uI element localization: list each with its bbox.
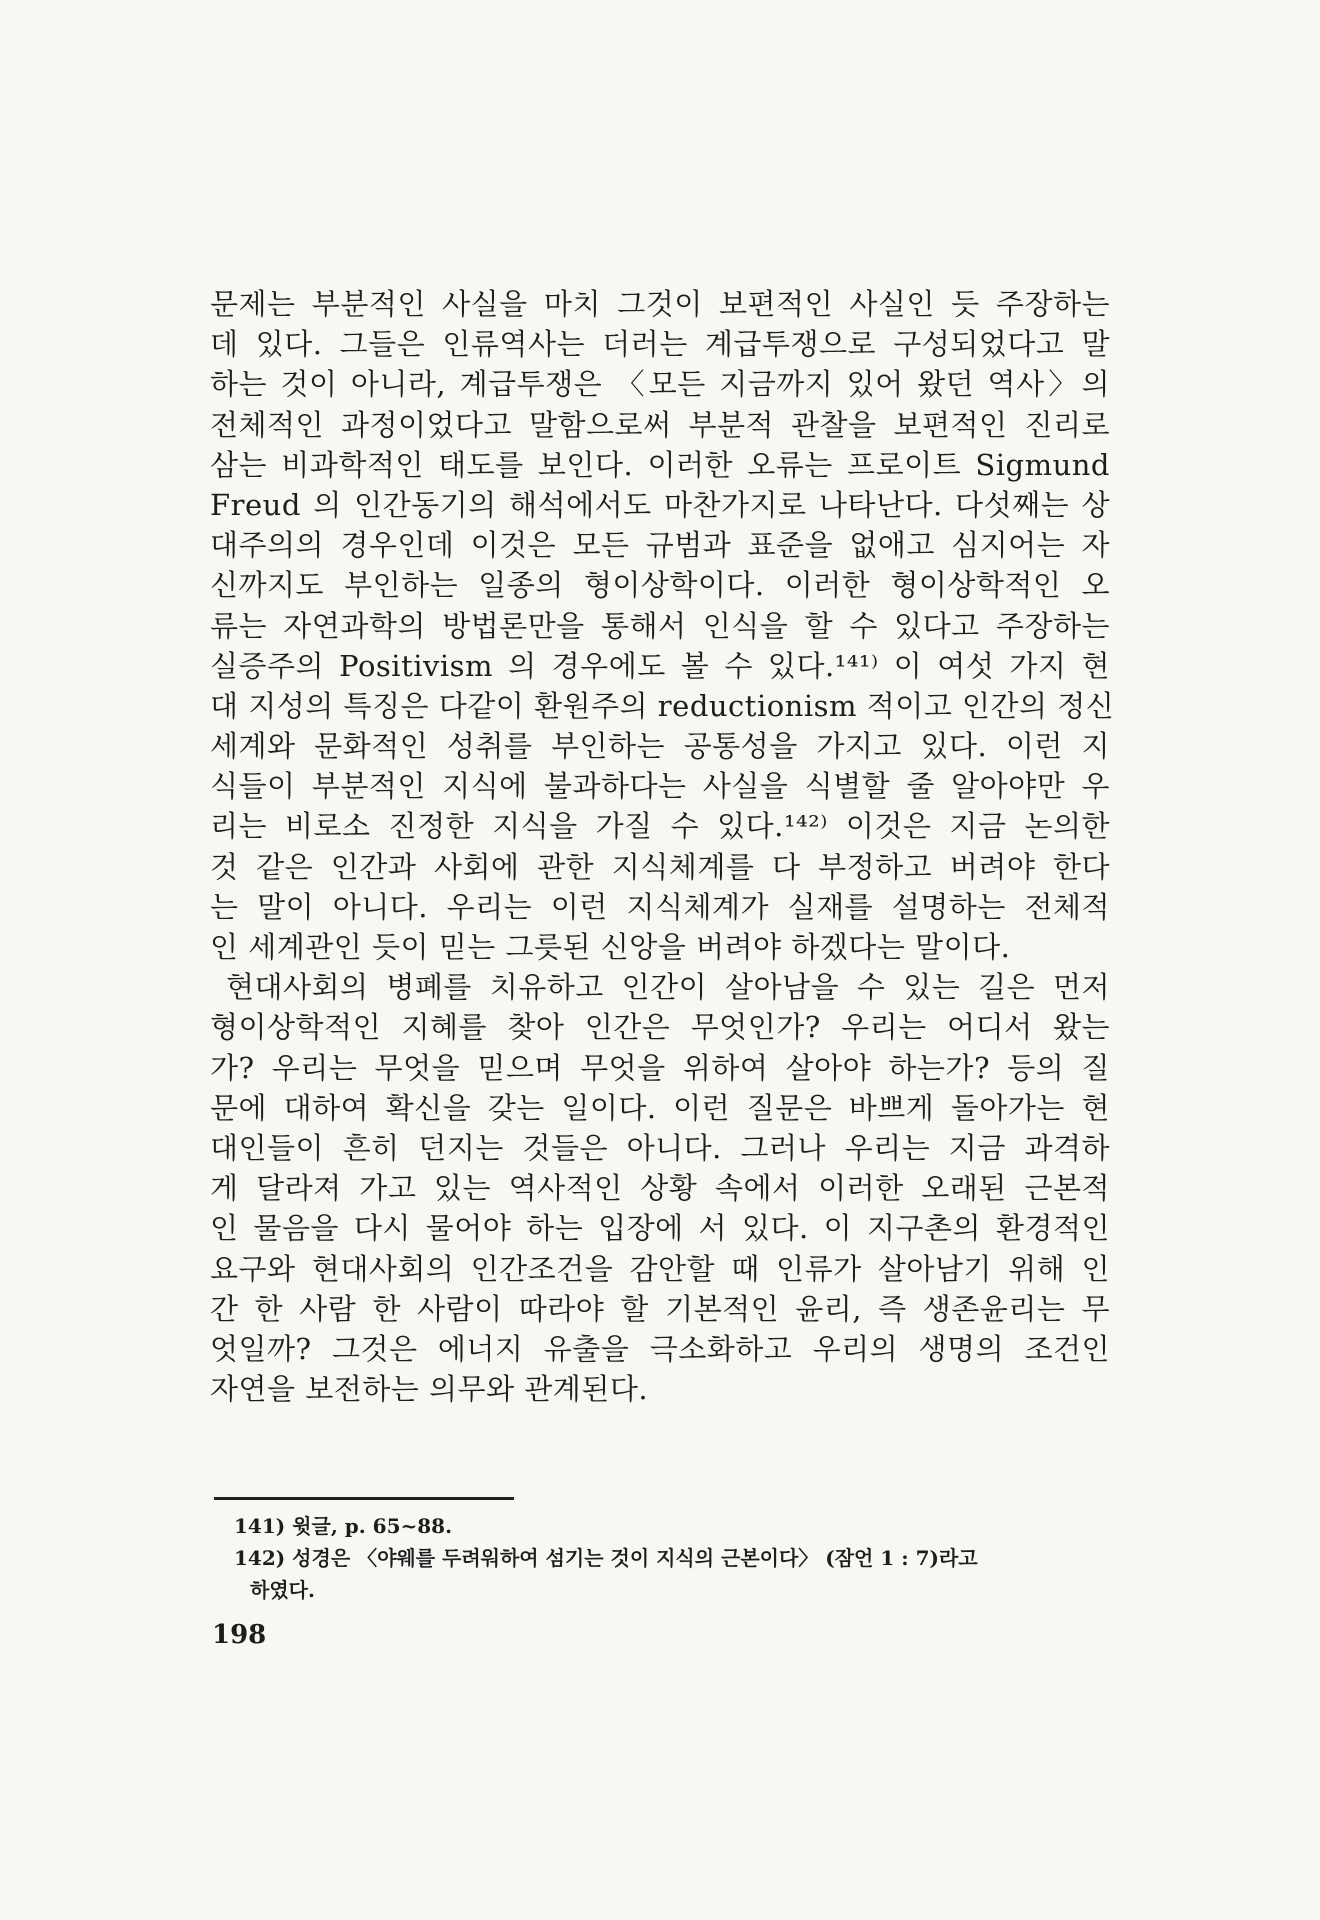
text-line: 류는 자연과학의 방법론만을 통해서 인식을 할 수 있다고 주장하는 bbox=[210, 608, 1110, 643]
text-line: 가? 우리는 무엇을 믿으며 무엇을 위하여 살아야 하는가? 등의 질 bbox=[210, 1050, 1110, 1085]
text-line: 데 있다. 그들은 인류역사는 더러는 계급투쟁으로 구성되었다고 말 bbox=[210, 327, 1110, 362]
text-line: 인 물음을 다시 물어야 하는 입장에 서 있다. 이 지구촌의 환경적인 bbox=[210, 1211, 1110, 1246]
footnote-142: 142) 성경은 〈야웨를 두려워하여 섬기는 것이 지식의 근본이다〉 (잠언 1 : 7)라고 bbox=[234, 1546, 978, 1570]
footnote-divider bbox=[214, 1497, 514, 1500]
footnote-141: 141) 윗글, p. 65~88. bbox=[234, 1514, 453, 1538]
page-number: 198 bbox=[212, 1620, 267, 1650]
text-line: 대인들이 흔히 던지는 것들은 아니다. 그러나 우리는 지금 과격하 bbox=[210, 1130, 1110, 1165]
text-line: 대주의의 경우인데 이것은 모든 규범과 표준을 없애고 심지어는 자 bbox=[210, 528, 1110, 563]
text-line: 는 말이 아니다. 우리는 이런 지식체계가 실재를 설명하는 전체적 bbox=[210, 889, 1110, 924]
text-line: 요구와 현대사회의 인간조건을 감안할 때 인류가 살아남기 위해 인 bbox=[210, 1251, 1110, 1286]
text-line: 신까지도 부인하는 일종의 형이상학이다. 이러한 형이상학적인 오 bbox=[210, 568, 1110, 603]
text-line: 식들이 부분적인 지식에 불과하다는 사실을 식별할 줄 알아야만 우 bbox=[210, 769, 1110, 804]
text-line: 것 같은 인간과 사회에 관한 지식체계를 다 부정하고 버려야 한다 bbox=[210, 849, 1110, 884]
body-text bbox=[210, 284, 1115, 1409]
text-line: 간 한 사람 한 사람이 따라야 할 기본적인 윤리, 즉 생존윤리는 무 bbox=[210, 1291, 1110, 1326]
text-line: 문에 대하여 확신을 갖는 일이다. 이런 질문은 바쁘게 돌아가는 현 bbox=[210, 1090, 1110, 1125]
text-line: 게 달라져 가고 있는 역사적인 상황 속에서 이러한 오래된 근본적 bbox=[210, 1171, 1110, 1206]
text-line: 형이상학적인 지혜를 찾아 인간은 무엇인가? 우리는 어디서 왔는 bbox=[210, 1010, 1110, 1045]
text-line: 하는 것이 아니라, 계급투쟁은 〈모든 지금까지 있어 왔던 역사〉의 bbox=[210, 367, 1110, 402]
paragraph-start-line: 현대사회의 병폐를 치유하고 인간이 살아남을 수 있는 길은 먼저 bbox=[226, 970, 1110, 1005]
text-line: 세계와 문화적인 성취를 부인하는 공통성을 가지고 있다. 이런 지 bbox=[210, 729, 1110, 764]
text-line: 문제는 부분적인 사실을 마치 그것이 보편적인 사실인 듯 주장하는 bbox=[210, 287, 1110, 321]
text-line: 대 지성의 특징은 다같이 환원주의 reductionism 적이고 인간의 정신 bbox=[210, 688, 1115, 723]
text-line: 인 세계관인 듯이 믿는 그릇된 신앙을 버려야 하겠다는 말이다. bbox=[210, 930, 1011, 964]
text-line: 리는 비로소 진정한 지식을 가질 수 있다.¹⁴²⁾ 이것은 지금 논의한 bbox=[210, 809, 1110, 844]
text-line: 실증주의 Positivism 의 경우에도 볼 수 있다.¹⁴¹⁾ 이 여섯 가지 현 bbox=[210, 648, 1110, 683]
text-line: 삼는 비과학적인 태도를 보인다. 이러한 오류는 프로이트 Sigmund bbox=[210, 447, 1110, 482]
footnote-142-continued: 하였다. bbox=[250, 1578, 315, 1602]
text-line: 자연을 보전하는 의무와 관계된다. bbox=[210, 1372, 649, 1407]
text-line: Freud 의 인간동기의 해석에서도 마찬가지로 나타난다. 다섯째는 상 bbox=[210, 487, 1110, 522]
text-line: 엇일까? 그것은 에너지 유출을 극소화하고 우리의 생명의 조건인 bbox=[210, 1331, 1110, 1366]
text-line: 전체적인 과정이었다고 말함으로써 부분적 관찰을 보편적인 진리로 bbox=[210, 407, 1110, 442]
footnotes bbox=[234, 1510, 1104, 1606]
